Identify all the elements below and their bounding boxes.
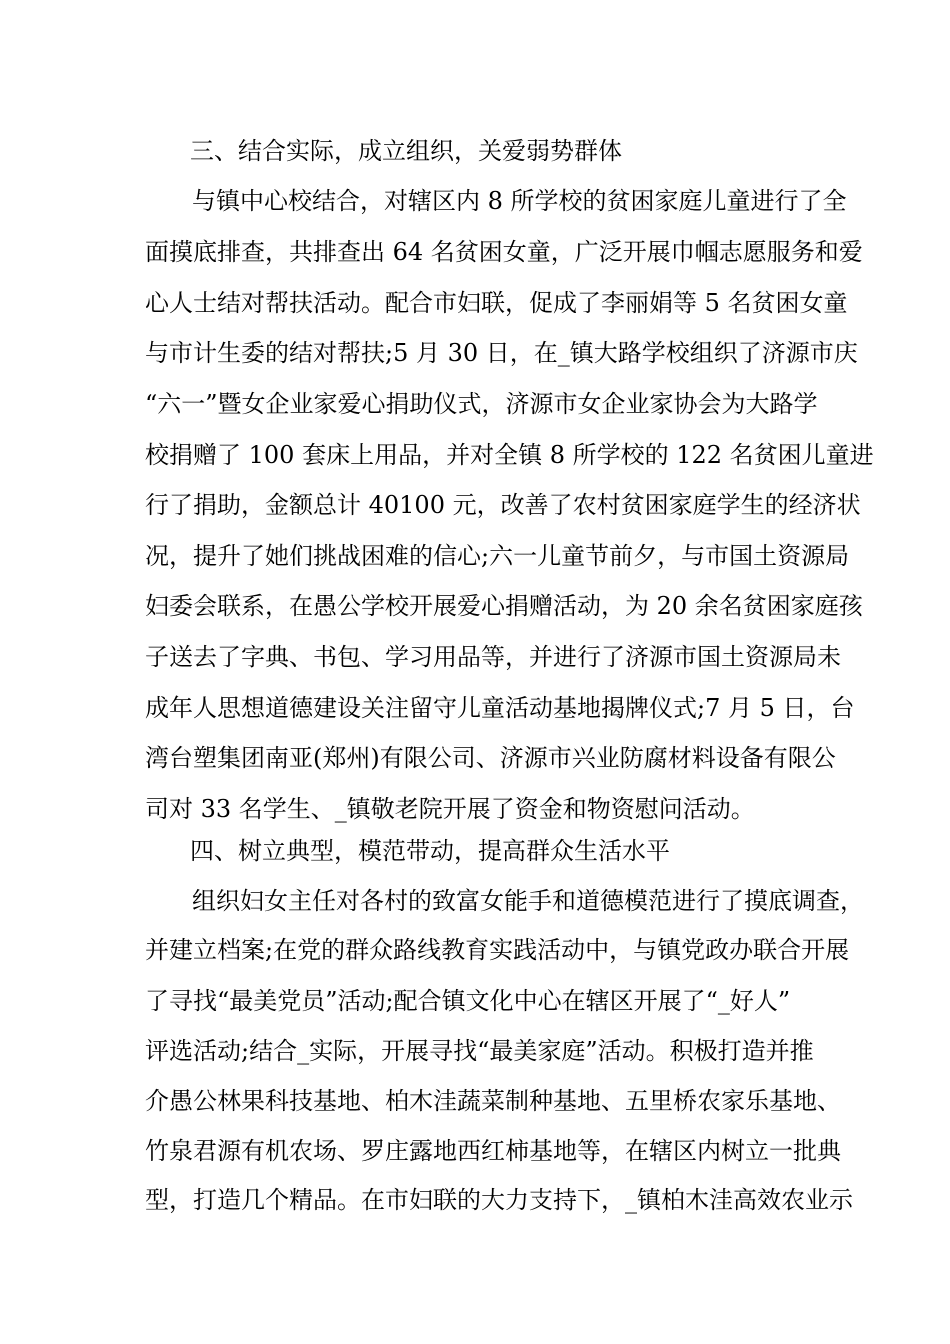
paragraph-line: 妇委会联系，在愚公学校开展爱心捐赠活动，为 20 余名贫困家庭孩 — [145, 592, 863, 620]
paragraph-line: 型，打造几个精品。在市妇联的大力支持下，_镇柏木洼高效农业示 — [145, 1186, 853, 1214]
paragraph-line: 行了捐助，金额总计 40100 元，改善了农村贫困家庭学生的经济状 — [145, 491, 861, 519]
paragraph-line: 了寻找“最美党员”活动;配合镇文化中心在辖区开展了“_好人” — [145, 987, 791, 1015]
paragraph-line: 评选活动;结合_实际，开展寻找“最美家庭”活动。积极打造并推 — [145, 1037, 814, 1065]
paragraph-line: “六一”暨女企业家爱心捐助仪式，济源市女企业家协会为大路学 — [145, 390, 818, 418]
paragraph-line: 司对 33 名学生、_镇敬老院开展了资金和物资慰问活动。 — [145, 795, 755, 823]
paragraph-line: 并建立档案;在党的群众路线教育实践活动中，与镇党政办联合开展 — [145, 936, 850, 964]
paragraph-line: 面摸底排查，共排查出 64 名贫困女童，广泛开展巾帼志愿服务和爱 — [145, 238, 863, 266]
paragraph-line: 心人士结对帮扶活动。配合市妇联，促成了李丽娟等 5 名贫困女童 — [145, 289, 848, 317]
paragraph-line: 竹泉君源有机农场、罗庄露地西红柿基地等，在辖区内树立一批典 — [145, 1137, 841, 1165]
paragraph-line: 与镇中心校结合，对辖区内 8 所学校的贫困家庭儿童进行了全 — [192, 187, 847, 215]
paragraph-line: 子送去了字典、书包、学习用品等，并进行了济源市国土资源局未 — [145, 643, 841, 671]
paragraph-line: 湾台塑集团南亚(郑州)有限公司、济源市兴业防腐材料设备有限公 — [145, 744, 836, 772]
paragraph-line: 成年人思想道德建设关注留守儿童活动基地揭牌仪式;7 月 5 日，台 — [145, 694, 855, 722]
section-heading-3: 三、结合实际，成立组织，关爱弱势群体 — [190, 137, 622, 165]
paragraph-line: 况，提升了她们挑战困难的信心;六一儿童节前夕，与市国土资源局 — [145, 542, 850, 570]
paragraph-line: 与市计生委的结对帮扶;5 月 30 日，在_镇大路学校组织了济源市庆 — [145, 339, 858, 367]
paragraph-line: 校捐赠了 100 套床上用品，并对全镇 8 所学校的 122 名贫困儿童进 — [145, 441, 874, 469]
paragraph-line: 组织妇女主任对各村的致富女能手和道德模范进行了摸底调查， — [192, 887, 864, 915]
section-heading-4: 四、树立典型，模范带动，提高群众生活水平 — [190, 837, 670, 865]
paragraph-line: 介愚公林果科技基地、柏木洼蔬菜制种基地、五里桥农家乐基地、 — [145, 1087, 841, 1115]
